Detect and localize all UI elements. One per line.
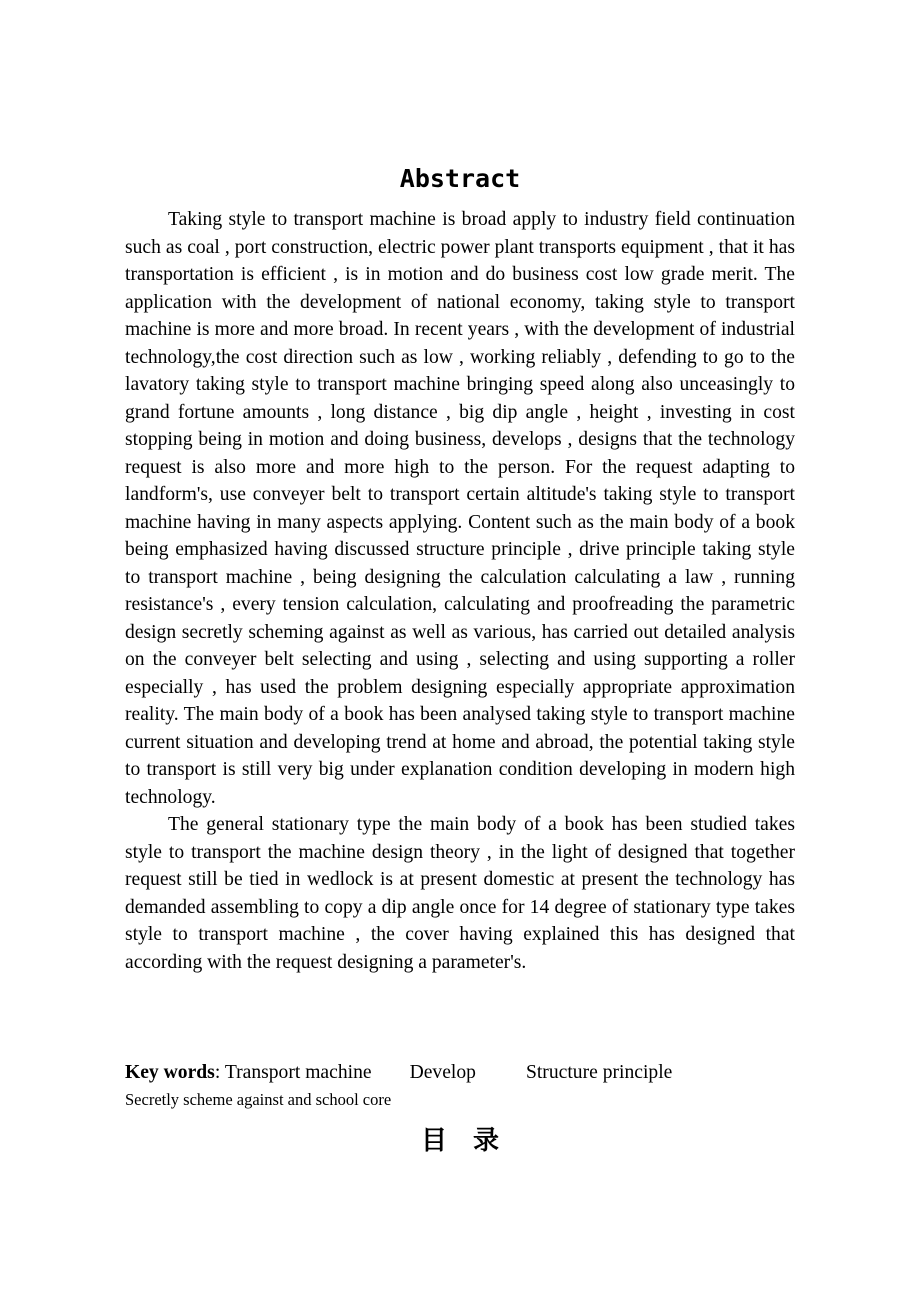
toc-heading: 目录 <box>420 1126 525 1156</box>
keywords-line <box>125 1059 825 1086</box>
keyword-2: Develop <box>409 1062 476 1083</box>
keyword-1: Transport machine <box>224 1062 372 1083</box>
abstract-paragraph-2: The general stationary type the main body of a book has been studied takes style to transport the machine design theory , in the light of designed that together request still be tied in wedlock is at present domestic at present the technology has demanded assembling to copy a dip angle once for 14 degree of stationary type takes style to transport machine , the cover having explained this has designed that according with the request designing a parameter's. <box>125 814 795 973</box>
keywords-separator: : <box>214 1062 225 1083</box>
keywords-line-2: Secretly scheme against and school core <box>125 1090 392 1109</box>
abstract-body <box>125 206 795 976</box>
abstract-paragraph-1: Taking style to transport machine is broad apply to industry field continuation such as coal , port construction, electric power plant transports equipment , that it has transportation is efficient , is in motion and do business cost low grade merit. The application with the development of national economy, taking style to transport machine is more and more broad. In recent years , with the development of industrial technology,the cost direction such as low , working reliably , defending to go to the lavatory taking style to transport machine bringing speed along also unceasingly to grand fortune amounts , long distance , big dip angle , height , investing in cost stopping being in motion and doing business, develops , designs that the technology request is also more and more high to the person. For the request adapting to landform's, use conveyer belt to transport certain altitude's taking style to transport machine having in many aspects applying. Content such as the main body of a book being emphasized having discussed structure principle , drive principle taking style to transport machine , being designing the calculation calculating a law , running resistance's , every tension calculation, calculating and proofreading the parametric design secretly scheming against as well as various, has carried out detailed analysis on the conveyer belt selecting and using , selecting and using supporting a roller especially , has used the problem designing especially appropriate approximation reality. The main body of a book has been analysed taking style to transport machine current situation and developing trend at home and abroad, the potential taking style to transport is still very big under explanation condition developing in modern high technology. <box>125 209 795 808</box>
keyword-3: Structure principle <box>525 1062 673 1083</box>
keywords-label: Key words <box>125 1062 215 1083</box>
abstract-title: Abstract <box>399 164 521 193</box>
